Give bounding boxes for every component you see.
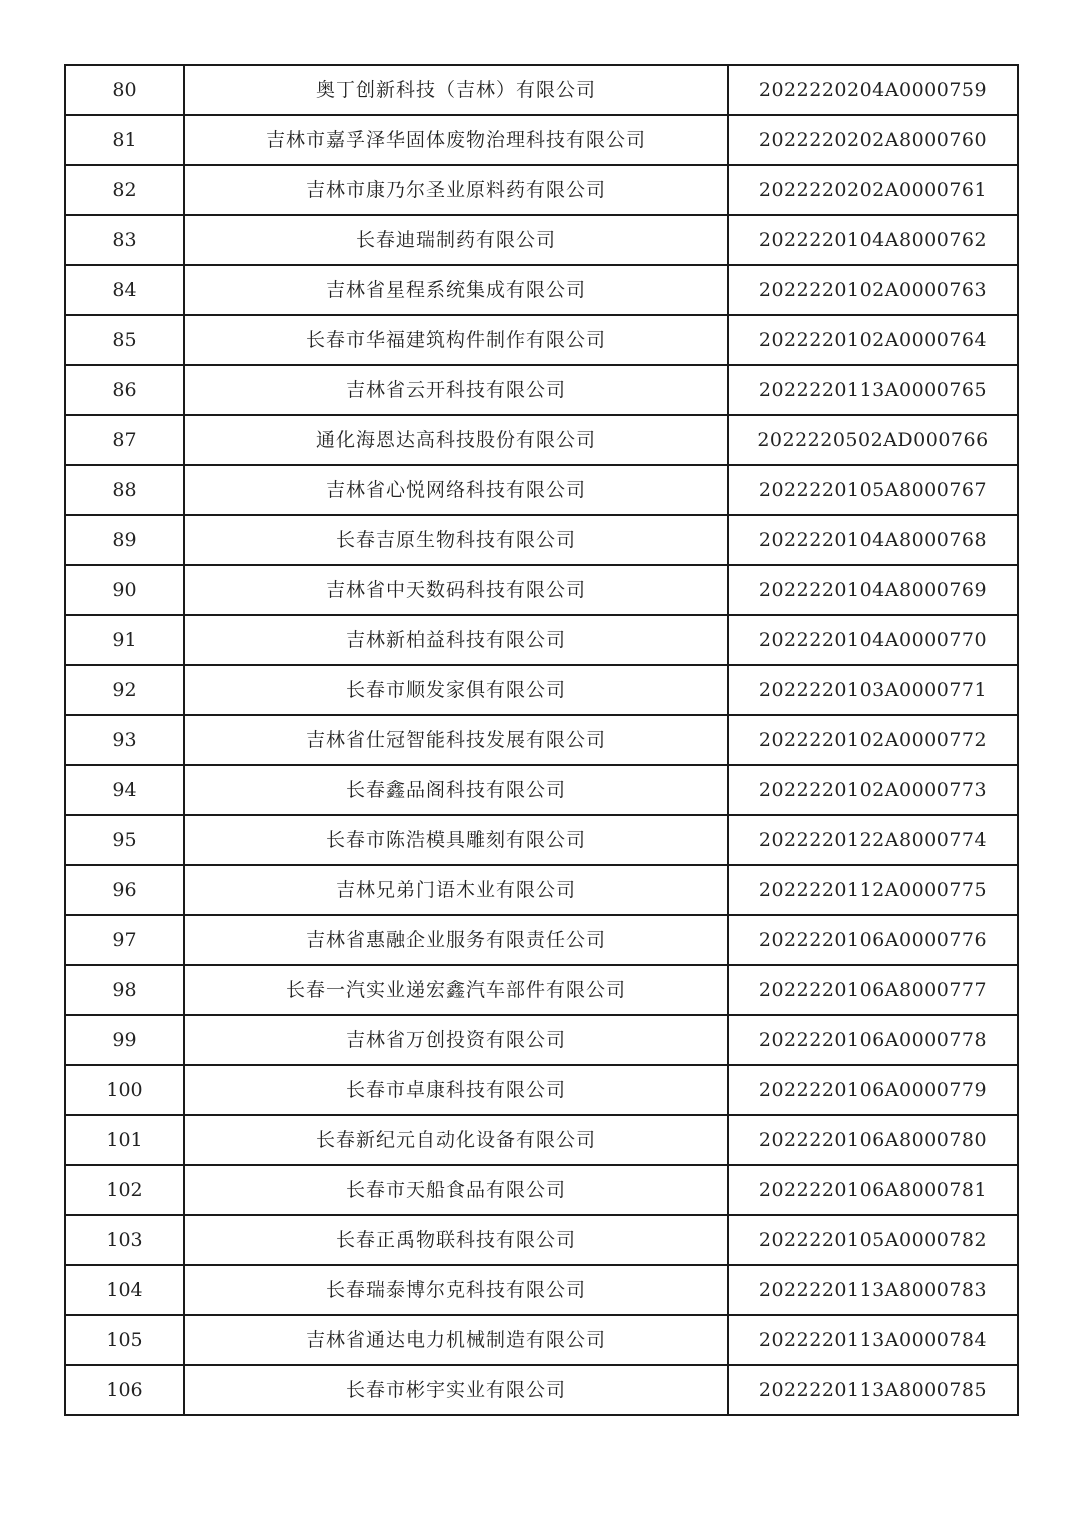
table-row <box>65 415 1018 465</box>
company-name-cell: 长春市陈浩模具雕刻有限公司 <box>184 815 728 865</box>
table-row <box>65 565 1018 615</box>
row-number-cell: 86 <box>65 365 184 415</box>
company-name-cell: 长春迪瑞制药有限公司 <box>184 215 728 265</box>
row-number-cell: 84 <box>65 265 184 315</box>
registration-code-cell: 2022220202A8000760 <box>728 115 1018 165</box>
registration-code-cell: 2022220105A0000782 <box>728 1215 1018 1265</box>
company-name-cell: 吉林省万创投资有限公司 <box>184 1015 728 1065</box>
table-row <box>65 215 1018 265</box>
registration-code-cell: 2022220113A8000783 <box>728 1265 1018 1315</box>
registration-code-cell: 2022220104A8000769 <box>728 565 1018 615</box>
company-name-cell: 长春新纪元自动化设备有限公司 <box>184 1115 728 1165</box>
row-number-cell: 94 <box>65 765 184 815</box>
registration-code-cell: 2022220104A8000768 <box>728 515 1018 565</box>
company-name-cell: 长春正禹物联科技有限公司 <box>184 1215 728 1265</box>
company-name-cell: 吉林省心悦网络科技有限公司 <box>184 465 728 515</box>
row-number-cell: 101 <box>65 1115 184 1165</box>
row-number-cell: 85 <box>65 315 184 365</box>
company-name-cell: 吉林省仕冠智能科技发展有限公司 <box>184 715 728 765</box>
registration-code-cell: 2022220104A0000770 <box>728 615 1018 665</box>
row-number-cell: 97 <box>65 915 184 965</box>
company-name-cell: 长春鑫品阁科技有限公司 <box>184 765 728 815</box>
row-number-cell: 89 <box>65 515 184 565</box>
company-name-cell: 吉林省惠融企业服务有限责任公司 <box>184 915 728 965</box>
row-number-cell: 105 <box>65 1315 184 1365</box>
row-number-cell: 98 <box>65 965 184 1015</box>
table-row <box>65 765 1018 815</box>
table-row <box>65 365 1018 415</box>
table-row <box>65 815 1018 865</box>
company-registration-table <box>64 64 1019 1416</box>
registration-code-cell: 2022220102A0000764 <box>728 315 1018 365</box>
row-number-cell: 102 <box>65 1165 184 1215</box>
company-name-cell: 吉林市康乃尔圣业原料药有限公司 <box>184 165 728 215</box>
row-number-cell: 93 <box>65 715 184 765</box>
table-row <box>65 965 1018 1015</box>
registration-code-cell: 2022220106A8000780 <box>728 1115 1018 1165</box>
row-number-cell: 106 <box>65 1365 184 1415</box>
table-row <box>65 1115 1018 1165</box>
table-row <box>65 1015 1018 1065</box>
row-number-cell: 82 <box>65 165 184 215</box>
registration-code-cell: 2022220202A0000761 <box>728 165 1018 215</box>
table-row <box>65 1315 1018 1365</box>
table-row <box>65 615 1018 665</box>
company-name-cell: 长春市彬宇实业有限公司 <box>184 1365 728 1415</box>
company-name-cell: 吉林市嘉孚泽华固体废物治理科技有限公司 <box>184 115 728 165</box>
table-row <box>65 865 1018 915</box>
company-name-cell: 长春吉原生物科技有限公司 <box>184 515 728 565</box>
company-name-cell: 长春瑞泰博尔克科技有限公司 <box>184 1265 728 1315</box>
registration-code-cell: 2022220104A8000762 <box>728 215 1018 265</box>
table-row <box>65 515 1018 565</box>
table-row <box>65 915 1018 965</box>
registration-code-cell: 2022220106A0000776 <box>728 915 1018 965</box>
registration-code-cell: 2022220502AD000766 <box>728 415 1018 465</box>
table-row <box>65 465 1018 515</box>
row-number-cell: 95 <box>65 815 184 865</box>
row-number-cell: 96 <box>65 865 184 915</box>
company-name-cell: 吉林新柏益科技有限公司 <box>184 615 728 665</box>
registration-code-cell: 2022220113A8000785 <box>728 1365 1018 1415</box>
table-row <box>65 315 1018 365</box>
row-number-cell: 81 <box>65 115 184 165</box>
company-name-cell: 长春市顺发家俱有限公司 <box>184 665 728 715</box>
registration-code-cell: 2022220113A0000765 <box>728 365 1018 415</box>
registration-code-cell: 2022220106A0000778 <box>728 1015 1018 1065</box>
company-name-cell: 长春一汽实业递宏鑫汽车部件有限公司 <box>184 965 728 1015</box>
table-row <box>65 1265 1018 1315</box>
row-number-cell: 87 <box>65 415 184 465</box>
table-row <box>65 265 1018 315</box>
table-row <box>65 1215 1018 1265</box>
registration-code-cell: 2022220102A0000763 <box>728 265 1018 315</box>
registration-code-cell: 2022220102A0000772 <box>728 715 1018 765</box>
registration-code-cell: 2022220106A0000779 <box>728 1065 1018 1115</box>
table-row <box>65 1365 1018 1415</box>
company-name-cell: 奥丁创新科技（吉林）有限公司 <box>184 65 728 115</box>
company-name-cell: 通化海恩达高科技股份有限公司 <box>184 415 728 465</box>
table-row <box>65 115 1018 165</box>
company-name-cell: 吉林省云开科技有限公司 <box>184 365 728 415</box>
registration-code-cell: 2022220103A0000771 <box>728 665 1018 715</box>
registration-code-cell: 2022220204A0000759 <box>728 65 1018 115</box>
table-row <box>65 1065 1018 1115</box>
company-name-cell: 吉林兄弟门语木业有限公司 <box>184 865 728 915</box>
table-row <box>65 65 1018 115</box>
company-name-cell: 吉林省通达电力机械制造有限公司 <box>184 1315 728 1365</box>
registration-code-cell: 2022220112A0000775 <box>728 865 1018 915</box>
table-row <box>65 715 1018 765</box>
company-name-cell: 长春市华福建筑构件制作有限公司 <box>184 315 728 365</box>
registration-code-cell: 2022220106A8000777 <box>728 965 1018 1015</box>
company-name-cell: 吉林省中天数码科技有限公司 <box>184 565 728 615</box>
registration-code-cell: 2022220105A8000767 <box>728 465 1018 515</box>
company-name-cell: 长春市卓康科技有限公司 <box>184 1065 728 1115</box>
table-row <box>65 665 1018 715</box>
table-row <box>65 165 1018 215</box>
row-number-cell: 80 <box>65 65 184 115</box>
row-number-cell: 91 <box>65 615 184 665</box>
row-number-cell: 104 <box>65 1265 184 1315</box>
registration-code-cell: 2022220113A0000784 <box>728 1315 1018 1365</box>
row-number-cell: 90 <box>65 565 184 615</box>
table-row <box>65 1165 1018 1215</box>
row-number-cell: 83 <box>65 215 184 265</box>
table-body <box>65 65 1018 1415</box>
company-name-cell: 吉林省星程系统集成有限公司 <box>184 265 728 315</box>
row-number-cell: 92 <box>65 665 184 715</box>
registration-code-cell: 2022220102A0000773 <box>728 765 1018 815</box>
row-number-cell: 99 <box>65 1015 184 1065</box>
company-name-cell: 长春市天船食品有限公司 <box>184 1165 728 1215</box>
registration-code-cell: 2022220122A8000774 <box>728 815 1018 865</box>
registration-code-cell: 2022220106A8000781 <box>728 1165 1018 1215</box>
row-number-cell: 103 <box>65 1215 184 1265</box>
row-number-cell: 100 <box>65 1065 184 1115</box>
row-number-cell: 88 <box>65 465 184 515</box>
